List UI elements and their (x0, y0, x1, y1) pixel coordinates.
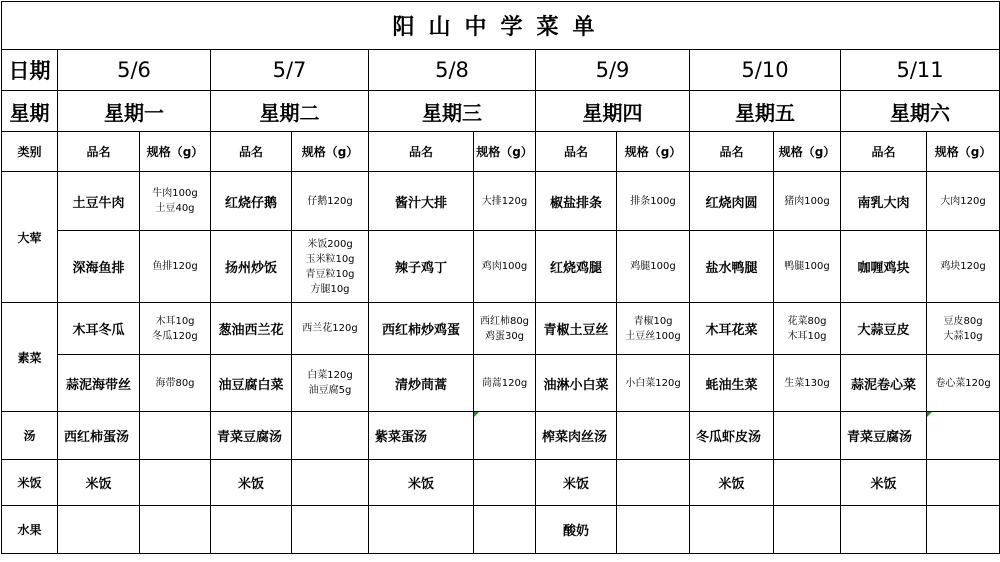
spec-line: 西红柿80g (479, 315, 530, 327)
spec-line: 冬瓜120g (152, 330, 198, 342)
dish-name: 深海鱼排 (58, 231, 140, 303)
spec-line: 大蒜10g (943, 330, 983, 342)
fruit-spec-cell (927, 506, 1000, 554)
spec-header: 规格（g） (617, 132, 690, 172)
dish-name: 葱油西兰花 (211, 303, 292, 355)
spec-line: 土豆丝100g (625, 330, 681, 342)
soup-spec-cell (927, 412, 1000, 460)
dish-name: 清炒茼蒿 (369, 355, 474, 412)
spec-line: 鱼排120g (152, 261, 198, 272)
dish-name: 红烧鸡腿 (536, 231, 617, 303)
date-cell: 5/11 (841, 50, 1000, 91)
spec-line: 卷心菜120g (935, 377, 991, 389)
spec-line: 大肉120g (940, 195, 986, 207)
spec-header: 规格（g） (927, 132, 1000, 172)
spec-line: 仔鹅120g (307, 195, 353, 207)
category-soup: 汤 (2, 412, 58, 460)
spec-line: 豆皮80g (943, 315, 983, 327)
category-veg: 素菜 (2, 303, 58, 412)
spec-line: 土豆40g (155, 203, 195, 214)
spec-line: 猪肉100g (784, 195, 830, 207)
soup-cell: 青菜豆腐汤 (841, 412, 927, 460)
spec-header: 规格（g） (774, 132, 841, 172)
spec-line: 西兰花120g (302, 323, 358, 334)
dish-name: 油豆腐白菜 (211, 355, 292, 412)
fruit-spec-cell (474, 506, 536, 554)
dish-name: 木耳花菜 (690, 303, 774, 355)
rice-spec-cell (292, 460, 369, 506)
dish-spec (474, 303, 536, 355)
dish-spec (292, 172, 369, 231)
dish-name: 木耳冬瓜 (58, 303, 140, 355)
category-header: 类别 (2, 132, 58, 172)
spec-line: 鸡块120g (940, 261, 986, 272)
spec-line: 方腿10g (310, 283, 350, 295)
dish-spec (617, 355, 690, 412)
dish-name-header: 品名 (536, 132, 617, 172)
spec-line: 鸡蛋30g (484, 330, 525, 342)
fruit-cell (211, 506, 292, 554)
soup-cell: 榨菜肉丝汤 (536, 412, 617, 460)
soup-spec-cell (617, 412, 690, 460)
dish-spec (140, 303, 211, 355)
rice-cell: 米饭 (58, 460, 140, 506)
menu-title: 阳山中学菜单 (2, 2, 1000, 50)
dish-spec (617, 231, 690, 303)
category-main: 大荤 (2, 172, 58, 303)
dish-spec (140, 172, 211, 231)
dish-spec (927, 231, 1000, 303)
dish-spec (474, 172, 536, 231)
spec-header: 规格（g） (292, 132, 369, 172)
dish-spec (474, 231, 536, 303)
weekday-label: 星期 (2, 91, 58, 132)
rice-spec-cell (140, 460, 211, 506)
fruit-spec-cell (617, 506, 690, 554)
dish-spec (774, 231, 841, 303)
soup-cell: 紫菜蛋汤 (369, 412, 474, 460)
category-fruit: 水果 (2, 506, 58, 554)
fruit-spec-cell (140, 506, 211, 554)
spec-line: 生菜130g (784, 377, 830, 389)
date-label: 日期 (2, 50, 58, 91)
fruit-cell: 酸奶 (536, 506, 617, 554)
soup-spec-cell (774, 412, 841, 460)
dish-name: 酱汁大排 (369, 172, 474, 231)
spec-header: 规格（g） (474, 132, 536, 172)
weekday-cell: 星期二 (211, 91, 369, 132)
date-cell: 5/8 (369, 50, 536, 91)
spec-line: 木耳10g (787, 330, 827, 342)
dish-name: 椒盐排条 (536, 172, 617, 231)
spec-line: 牛肉100g (152, 188, 198, 199)
dish-name: 蒜泥海带丝 (58, 355, 140, 412)
dish-name: 土豆牛肉 (58, 172, 140, 231)
date-cell: 5/7 (211, 50, 369, 91)
dish-spec (140, 231, 211, 303)
dish-spec (774, 172, 841, 231)
soup-cell: 冬瓜虾皮汤 (690, 412, 774, 460)
soup-cell: 西红柿蛋汤 (58, 412, 140, 460)
dish-spec (292, 355, 369, 412)
spec-line: 青豆粒10g (305, 268, 355, 280)
fruit-cell (58, 506, 140, 554)
soup-spec-cell (474, 412, 536, 460)
dish-spec (292, 231, 369, 303)
spec-line: 排条100g (630, 195, 676, 207)
dish-name-header: 品名 (58, 132, 140, 172)
dish-spec (774, 303, 841, 355)
rice-cell: 米饭 (211, 460, 292, 506)
dish-name: 大蒜豆皮 (841, 303, 927, 355)
dish-spec (927, 303, 1000, 355)
dish-spec (927, 172, 1000, 231)
dish-name: 咖喱鸡块 (841, 231, 927, 303)
rice-cell: 米饭 (690, 460, 774, 506)
spec-line: 米饭200g (307, 238, 353, 250)
rice-cell: 米饭 (536, 460, 617, 506)
dish-name-header: 品名 (841, 132, 927, 172)
dish-name-header: 品名 (369, 132, 474, 172)
dish-spec (927, 355, 1000, 412)
category-rice: 米饭 (2, 460, 58, 506)
rice-spec-cell (474, 460, 536, 506)
soup-cell: 青菜豆腐汤 (211, 412, 292, 460)
spec-line: 青椒10g (633, 315, 673, 327)
spec-line: 花菜80g (787, 315, 827, 327)
spec-line: 海带80g (155, 377, 195, 389)
spec-line: 鸡肉100g (481, 261, 528, 272)
weekday-cell: 星期五 (690, 91, 841, 132)
date-cell: 5/10 (690, 50, 841, 91)
weekday-cell: 星期三 (369, 91, 536, 132)
dish-name: 蚝油生菜 (690, 355, 774, 412)
fruit-cell (841, 506, 927, 554)
date-cell: 5/6 (58, 50, 211, 91)
dish-name: 南乳大肉 (841, 172, 927, 231)
dish-spec (617, 172, 690, 231)
rice-spec-cell (774, 460, 841, 506)
dish-name: 扬州炒饭 (211, 231, 292, 303)
dish-name: 蒜泥卷心菜 (841, 355, 927, 412)
rice-cell: 米饭 (841, 460, 927, 506)
dish-spec (774, 355, 841, 412)
weekday-cell: 星期六 (841, 91, 1000, 132)
dish-spec (474, 355, 536, 412)
dish-name: 西红柿炒鸡蛋 (369, 303, 474, 355)
dish-name: 盐水鸭腿 (690, 231, 774, 303)
dish-name-header: 品名 (690, 132, 774, 172)
spec-header: 规格（g） (140, 132, 211, 172)
spec-line: 鸭腿100g (784, 261, 830, 272)
spec-line: 白菜120g (307, 370, 353, 381)
rice-spec-cell (617, 460, 690, 506)
spec-line: 木耳10g (155, 315, 195, 327)
rice-cell: 米饭 (369, 460, 474, 506)
weekday-cell: 星期一 (58, 91, 211, 132)
fruit-cell (690, 506, 774, 554)
dish-name: 油淋小白菜 (536, 355, 617, 412)
dish-name: 青椒土豆丝 (536, 303, 617, 355)
spec-line: 茼蒿120g (481, 377, 528, 389)
fruit-spec-cell (774, 506, 841, 554)
fruit-spec-cell (292, 506, 369, 554)
dish-spec (292, 303, 369, 355)
spec-line: 小白菜120g (625, 377, 681, 389)
dish-name-header: 品名 (211, 132, 292, 172)
spec-line: 油豆腐5g (308, 385, 352, 396)
menu-table (1, 1, 1000, 554)
dish-name: 辣子鸡丁 (369, 231, 474, 303)
dish-spec (617, 303, 690, 355)
spec-line: 玉米粒10g (305, 253, 355, 265)
rice-spec-cell (927, 460, 1000, 506)
fruit-cell (369, 506, 474, 554)
dish-name: 红烧仔鹅 (211, 172, 292, 231)
weekday-cell: 星期四 (536, 91, 690, 132)
dish-name: 红烧肉圆 (690, 172, 774, 231)
soup-spec-cell (292, 412, 369, 460)
spec-line: 鸡腿100g (630, 261, 676, 272)
dish-spec (140, 355, 211, 412)
soup-spec-cell (140, 412, 211, 460)
date-cell: 5/9 (536, 50, 690, 91)
spec-line: 大排120g (481, 195, 528, 207)
